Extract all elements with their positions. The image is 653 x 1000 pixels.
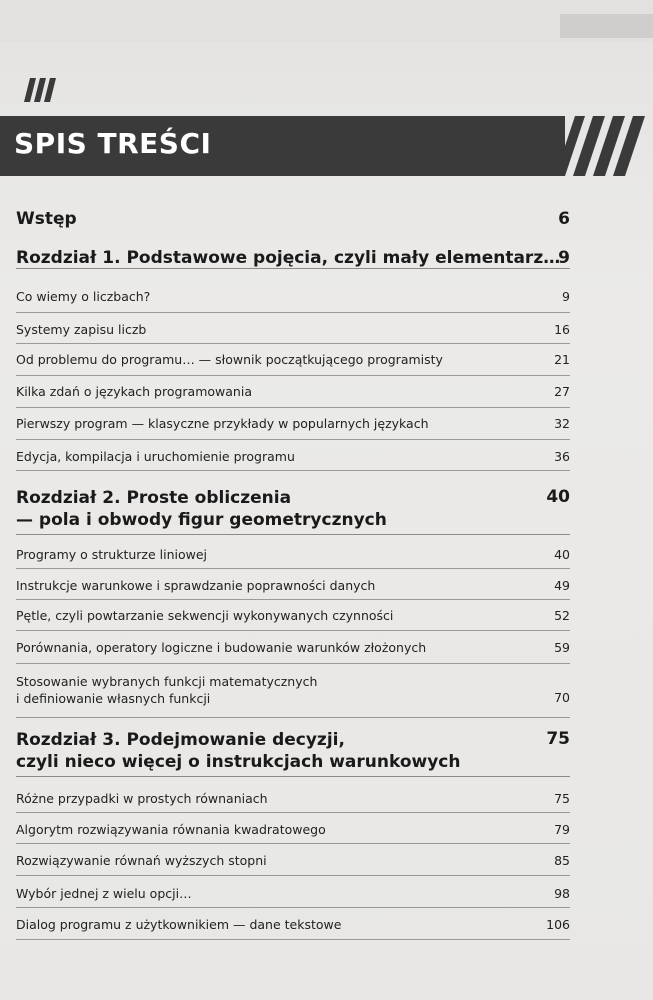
toc-divider: [16, 375, 570, 376]
toc-entry-page: 79: [554, 822, 570, 837]
toc-entry-page: 40: [546, 487, 570, 507]
toc-entry-title: Algorytm rozwiązywania równania kwadratowego: [16, 822, 326, 837]
toc-entry-title: Pierwszy program — klasyczne przykłady w popularnych językach: [16, 416, 429, 431]
toc-entry-title: Pętle, czyli powtarzanie sekwencji wykonywanych czynności: [16, 608, 394, 623]
toc-entry-title-line: Rozdział 2. Proste obliczenia: [16, 488, 292, 508]
toc-entry-page: 85: [554, 853, 570, 868]
toc-divider: [16, 875, 570, 876]
toc-entry-title: Instrukcje warunkowe i sprawdzanie poprawności danych: [16, 578, 376, 593]
toc-divider: [16, 776, 570, 777]
toc-divider: [16, 439, 570, 440]
toc-entry-title: Edycja, kompilacja i uruchomienie programu: [16, 449, 295, 464]
toc-divider: [16, 343, 570, 344]
toc-entry-page: 75: [554, 791, 570, 806]
toc-divider: [16, 812, 570, 813]
toc-divider: [16, 939, 570, 940]
toc-divider: [16, 268, 570, 269]
toc-entry-page: 9: [558, 248, 570, 268]
toc-divider: [16, 568, 570, 569]
toc-entry-title: Rozdział 1. Podstawowe pojęcia, czyli mały elementarz…: [16, 248, 561, 268]
toc-divider: [16, 843, 570, 844]
toc-entry-title: Wstęp: [16, 209, 77, 229]
toc-entry-title: Wybór jednej z wielu opcji…: [16, 886, 192, 901]
toc-entry-title: Porównania, operatory logiczne i budowanie warunków złożonych: [16, 640, 427, 655]
toc-entry-title: Różne przypadki w prostych równaniach: [16, 791, 268, 806]
toc-entry-page: 59: [554, 640, 570, 655]
toc-entry-page: 27: [554, 384, 570, 399]
page-title: SPIS TREŚCI: [14, 127, 212, 160]
toc-entry-page: 52: [554, 608, 570, 623]
toc-entry-page: 32: [554, 416, 570, 431]
toc-entry-title: [16, 729, 460, 773]
toc-entry-title: Dialog programu z użytkownikiem — dane tekstowe: [16, 917, 342, 932]
toc-entry-page: 16: [554, 322, 570, 337]
toc-divider: [16, 470, 570, 471]
toc-entry-page: 36: [554, 449, 570, 464]
toc-entry-title: [16, 487, 387, 531]
toc-divider: [16, 599, 570, 600]
toc-entry-page: 40: [554, 547, 570, 562]
toc-entry-title: Systemy zapisu liczb: [16, 322, 147, 337]
toc-divider: [16, 407, 570, 408]
toc-entry-page: 106: [546, 917, 570, 932]
toc-entry-title-line: Rozdział 3. Podejmowanie decyzji,: [16, 730, 345, 750]
toc-entry-title: Co wiemy o liczbach?: [16, 289, 151, 304]
toc-entry-title: [16, 673, 317, 707]
toc-divider: [16, 630, 570, 631]
toc-entry-title: Kilka zdań o językach programowania: [16, 384, 252, 399]
toc-divider: [16, 534, 570, 535]
toc-entry-page: 9: [562, 289, 570, 304]
toc-entry-page: 75: [546, 729, 570, 749]
toc-entry-title-line: Stosowanie wybranych funkcji matematycznych: [16, 674, 318, 689]
toc-entry-title-line: i definiowanie własnych funkcji: [16, 691, 211, 706]
toc-divider: [16, 717, 570, 718]
toc-entry-page: 70: [554, 690, 570, 705]
toc-entry-title: Od problemu do programu… — słownik początkującego programisty: [16, 352, 443, 367]
toc-entry-page: 98: [554, 886, 570, 901]
toc-entry-page: 6: [558, 209, 570, 229]
toc-divider: [16, 663, 570, 664]
toc-divider: [16, 907, 570, 908]
toc-entry-page: 49: [554, 578, 570, 593]
toc-entry-title-line: czyli nieco więcej o instrukcjach warunkowych: [16, 752, 461, 772]
toc-divider: [16, 312, 570, 313]
toc-entry-title: Rozwiązywanie równań wyższych stopni: [16, 853, 267, 868]
toc-entry-page: 21: [554, 352, 570, 367]
toc-entry-title: Programy o strukturze liniowej: [16, 547, 208, 562]
toc-entry-title-line: — pola i obwody figur geometrycznych: [16, 510, 387, 530]
